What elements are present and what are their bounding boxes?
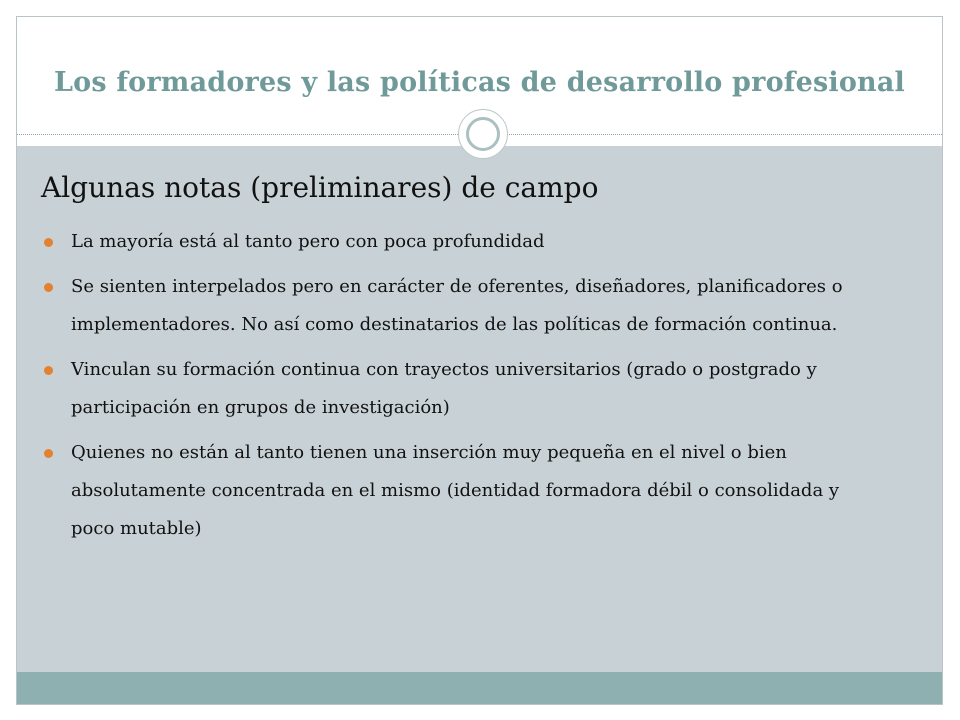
list-item	[43, 351, 863, 427]
bullet-text: Se sienten interpelados pero en carácter de oferentes, diseñadores, planificadores o implementadores. No así como destinatarios de las políticas de formación continua.	[71, 276, 843, 335]
bullet-text: Vinculan su formación continua con trayectos universitarios (grado o postgrado y participación en grupos de investigación)	[71, 359, 817, 418]
bullet-list	[43, 223, 863, 555]
bullet-dot-icon	[44, 449, 53, 458]
bullet-dot-icon	[44, 366, 53, 375]
slide-title: Los formadores y las políticas de desarrollo profesional	[53, 67, 906, 98]
list-item	[43, 268, 863, 344]
bullet-dot-icon	[44, 283, 53, 292]
circle-ornament-icon	[458, 109, 508, 159]
list-item	[43, 434, 863, 548]
bullet-text: Quienes no están al tanto tienen una inserción muy pequeña en el nivel o bien absolutamente concentrada en el mismo (identidad formadora débil o consolidada y poco mutable)	[71, 442, 840, 539]
section-heading: Algunas notas (preliminares) de campo	[41, 171, 599, 204]
footer-bar	[17, 672, 942, 705]
slide	[16, 16, 943, 705]
circle-ornament-inner	[466, 117, 500, 151]
bullet-dot-icon	[44, 238, 53, 247]
bullet-text: La mayoría está al tanto pero con poca profundidad	[71, 231, 545, 252]
list-item	[43, 223, 863, 261]
